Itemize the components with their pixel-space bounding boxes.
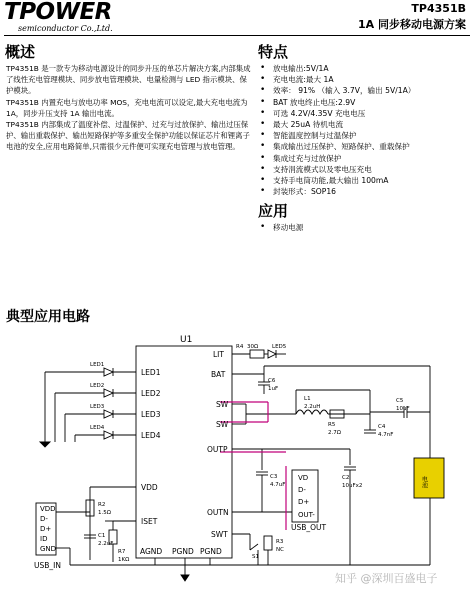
c2-label: C2 <box>342 475 350 481</box>
pin-pgnd-2: PGND <box>200 547 222 556</box>
features-list <box>257 63 471 197</box>
led5-symbol <box>268 350 276 358</box>
pin-led4: LED4 <box>141 431 161 440</box>
c5-label: C5 <box>396 398 404 404</box>
features-heading: 特点 <box>258 43 289 61</box>
overview-paragraph-3: TP4351B 内部集成了温度补偿、过温保护、过充与过放保护、输出过压保护、输出重载保护、输出短路保护等多重安全保护功能以保证芯片和锂离子电池的安全,应用电路简单,只需很少元件便可实现充电管理与放电管理。 <box>6 120 250 152</box>
usb-out-pin-dminus: D- <box>298 486 306 494</box>
feature-item: • 智能温度控制与过温保护 <box>257 130 471 141</box>
l1-value: 2.2uH <box>304 404 321 410</box>
led2-label: LED2 <box>90 383 105 389</box>
l1-label: L1 <box>304 396 311 402</box>
c2-value: 10uFx2 <box>342 483 363 489</box>
feature-item: • 放电输出:5V/1A <box>257 63 471 74</box>
feature-item: • 集成输出过压保护、短路保护、重载保护 <box>257 141 471 152</box>
led3-label: LED3 <box>90 404 105 410</box>
r4-value: 30Ω <box>247 344 259 350</box>
usb-out-label: USB_OUT <box>291 523 327 532</box>
c1-label: C1 <box>98 533 106 539</box>
feature-item: • 可选 4.2V/4.35V 充电电压 <box>257 108 471 119</box>
battery-symbol <box>414 458 444 498</box>
pin-bat: BAT <box>211 370 226 379</box>
watermark: 知乎 @深圳百盛电子 <box>335 572 438 585</box>
usb-in-pin-vdd: VDD <box>40 505 56 513</box>
usb-out-pin-vd: VD <box>298 474 309 482</box>
pin-outp: OUTP <box>207 445 228 454</box>
c1-value: 2.2uF <box>98 541 114 547</box>
document-title: 1A 同步移动电源方案 <box>358 18 466 31</box>
company-logo-subtitle: semiconductor Co.,Ltd. <box>18 24 113 33</box>
header-rule <box>4 35 470 36</box>
pin-swt: SWT <box>211 530 228 539</box>
overview-heading: 概述 <box>5 43 36 61</box>
pin-sw-2: SW <box>216 420 229 429</box>
usb-in-pin-id: ID <box>40 535 48 543</box>
pin-vdd: VDD <box>141 483 158 492</box>
pin-sw-1: SW <box>216 400 229 409</box>
feature-item: • 支持手电筒功能,最大输出 100mA <box>257 175 471 186</box>
c4-label: C4 <box>378 424 386 430</box>
overview-paragraph-1: TP4351B 是一款专为移动电源设计的同步升压的单芯片解决方案,内部集成了线性充电管理模块、同步放电管理模块、电量检测与 LED 指示模块、保护模块。 <box>6 64 251 96</box>
overview-body <box>6 63 251 153</box>
pin-led1: LED1 <box>141 368 161 377</box>
overview-paragraph-2: TP4351B 内置充电与放电功率 MOS，充电电流可以设定,最大充电电流为 1A，同步升压支持 1A 输出电流。 <box>6 97 248 118</box>
c3-label: C3 <box>270 474 278 480</box>
feature-item: • 最大 25uA 待机电流 <box>257 119 471 130</box>
r7-value: 1KΩ <box>118 557 130 563</box>
usb-in-label: USB_IN <box>34 561 61 570</box>
pin-iset: ISET <box>141 517 158 526</box>
r7-label: R7 <box>118 549 126 555</box>
pin-agnd: AGND <box>140 547 163 556</box>
c6-value: 1uF <box>268 386 279 392</box>
led4-symbol <box>104 431 113 439</box>
pin-outn: OUTN <box>207 508 229 517</box>
pin-pgnd-1: PGND <box>172 547 194 556</box>
usb-in-pin-dminus: D- <box>40 515 48 523</box>
ground-symbol <box>181 575 189 581</box>
battery-label: 电池 <box>420 476 428 488</box>
chip-label: U1 <box>180 335 193 345</box>
pin-led2: LED2 <box>141 389 161 398</box>
r2-value: 1.5Ω <box>98 510 111 516</box>
applications-list <box>257 222 471 233</box>
feature-item: • 集成过充与过放保护 <box>257 153 471 164</box>
r2-label: R2 <box>98 502 106 508</box>
r4-symbol <box>250 350 264 358</box>
r4-label: R4 <box>236 344 244 350</box>
usb-in-pin-dplus: D+ <box>40 525 52 533</box>
usb-out-pin-dplus: D+ <box>298 498 310 506</box>
c4-value: 4.7nF <box>378 432 394 438</box>
usb-out-pin-out-minus: OUT- <box>298 511 315 519</box>
led1-symbol <box>104 368 113 376</box>
r5-value: 2.7Ω <box>328 430 341 436</box>
application-item: • 移动电源 <box>257 222 471 233</box>
feature-item: • 封装形式：SOP16 <box>257 186 471 197</box>
r3-value: NC <box>276 547 284 553</box>
r3-label: R3 <box>276 539 284 545</box>
feature-item: • 支持涓流模式以及零电压充电 <box>257 164 471 175</box>
led3-symbol <box>104 410 113 418</box>
c6-label: C6 <box>268 378 276 384</box>
company-logo: TPOWER <box>4 0 112 25</box>
circuit-heading: 典型应用电路 <box>6 309 90 325</box>
led2-symbol <box>104 389 113 397</box>
r3-symbol <box>264 536 272 550</box>
led5-label: LED5 <box>272 344 287 350</box>
application-circuit-schematic <box>0 330 474 594</box>
r5-label: R5 <box>328 422 336 428</box>
pin-led3: LED3 <box>141 410 161 419</box>
applications-heading: 应用 <box>258 202 289 220</box>
led1-label: LED1 <box>90 362 105 368</box>
feature-item: • 效率： 91% （输入 3.7V，输出 5V/1A） <box>257 85 471 96</box>
c3-value: 4.7uF <box>270 482 286 488</box>
feature-item: • 充电电流:最大 1A <box>257 74 471 85</box>
product-model: TP4351B <box>411 2 466 15</box>
s1-label: S1 <box>252 554 259 560</box>
l1-inductor-symbol <box>296 410 328 414</box>
usb-in-pin-gnd: GND <box>40 545 57 553</box>
pin-lit: LIT <box>213 350 224 359</box>
feature-item: • BAT 放电终止电压:2.9V <box>257 97 471 108</box>
c5-value: 10uF <box>396 406 410 412</box>
led4-label: LED4 <box>90 425 105 431</box>
